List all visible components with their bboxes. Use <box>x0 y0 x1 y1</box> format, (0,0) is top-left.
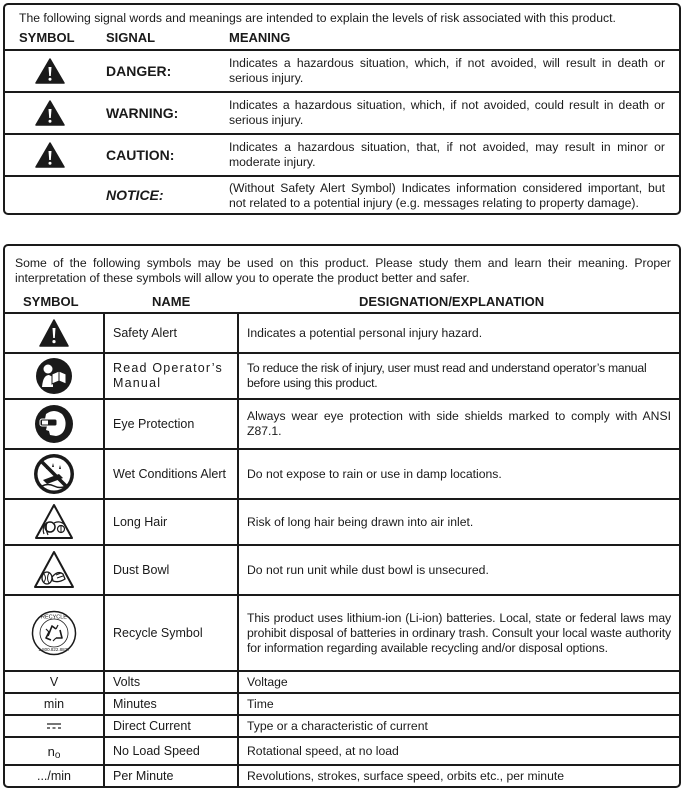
dust-bowl-icon <box>33 550 75 590</box>
symbol-row-direct-current <box>5 714 679 736</box>
symbol-row-dust-bowl <box>5 544 679 594</box>
signal-words-box <box>3 3 681 215</box>
signal-header-symbol: SYMBOL <box>19 30 75 45</box>
symbols-header-designation: DESIGNATION/EXPLANATION <box>359 294 545 309</box>
symbol-row-minutes <box>5 692 679 714</box>
signal-meaning-danger: Indicates a hazardous situation, which, if not avoided, will result in death or serious injury. <box>229 56 665 85</box>
recycle-seal-icon <box>31 610 77 656</box>
symbol-desc: To reduce the risk of injury, user must read and understand operator’s manual before using this product. <box>247 361 647 390</box>
signal-word-warning: WARNING: <box>106 105 179 121</box>
symbol-row-long-hair <box>5 498 679 544</box>
signal-word-notice: NOTICE: <box>106 187 164 203</box>
signal-meaning-notice: (Without Safety Alert Symbol) Indicates information considered important, but not related to a potential injury (e.g. messages relating to property damage). <box>229 181 665 210</box>
signal-meaning-caution: Indicates a hazardous situation, that, if not avoided, may result in minor or moderate injury. <box>229 140 665 169</box>
symbol-row-volts <box>5 670 679 692</box>
read-manual-icon <box>35 357 73 395</box>
symbol-name: Recycle Symbol <box>113 625 203 640</box>
symbol-desc: Rotational speed, at no load <box>247 743 399 758</box>
signal-meaning-warning: Indicates a hazardous situation, which, if not avoided, could result in death or serious injury. <box>229 98 665 127</box>
signal-word-danger: DANGER: <box>106 63 172 79</box>
long-hair-icon <box>34 503 74 541</box>
symbol-name: Per Minute <box>113 768 174 783</box>
symbol-desc: Do not expose to rain or use in damp locations. <box>247 466 502 481</box>
symbol-name: No Load Speed <box>113 743 200 758</box>
symbol-name: Eye Protection <box>113 416 195 431</box>
symbol-name: Direct Current <box>113 718 191 733</box>
signal-header-signal: SIGNAL <box>106 30 156 45</box>
symbol-desc: Risk of long hair being drawn into air inlet. <box>247 514 474 529</box>
symbol-text: V <box>49 675 59 689</box>
symbol-name: Wet Conditions Alert <box>113 466 227 481</box>
alert-triangle-icon <box>35 100 65 126</box>
signal-word-caution: CAUTION: <box>106 147 175 163</box>
symbol-row-per-minute <box>5 764 679 786</box>
alert-triangle-icon <box>35 58 65 84</box>
symbol-name: Dust Bowl <box>113 562 170 577</box>
symbol-row-wet-conditions <box>5 448 679 498</box>
symbol-desc: Type or a characteristic of current <box>247 718 428 733</box>
wet-conditions-icon <box>33 453 75 495</box>
signal-row-caution <box>5 133 679 175</box>
symbol-text: n <box>47 743 55 759</box>
signal-row-danger <box>5 49 679 91</box>
recycle-seal-top-text: RECYCLE <box>41 614 67 621</box>
symbol-row-no-load-speed <box>5 736 679 764</box>
symbol-row-recycle <box>5 594 679 670</box>
symbol-name: Minutes <box>113 696 157 711</box>
symbol-text: min <box>43 697 65 711</box>
safety-alert-icon <box>39 319 69 347</box>
symbol-desc: This product uses lithium-ion (Li-ion) batteries. Local, state or federal laws may prohibit disposal of batteries in ordinary trash. Consult your local waste authority for information regarding available recycling and/or disposal options. <box>247 610 671 655</box>
direct-current-icon <box>46 722 62 730</box>
symbol-desc: Indicates a potential personal injury hazard. <box>247 325 483 340</box>
signal-intro: The following signal words and meanings are intended to explain the levels of risk associated with this product. <box>19 11 616 25</box>
symbols-header-symbol: SYMBOL <box>23 294 79 309</box>
signal-header-meaning: MEANING <box>229 30 291 45</box>
signal-row-notice <box>5 175 679 213</box>
symbol-text: .../min <box>36 769 72 783</box>
symbols-intro: Some of the following symbols may be used on this product. Please study them and learn their meaning. Proper interpretation of these symbols will allow you to operate the product better and safer. <box>15 256 671 285</box>
symbols-header-name: NAME <box>152 294 191 309</box>
symbol-name: Long Hair <box>113 514 168 529</box>
symbol-desc: Revolutions, strokes, surface speed, orbits etc., per minute <box>247 768 565 783</box>
symbol-name: Volts <box>113 674 141 689</box>
eye-protection-icon <box>34 404 74 444</box>
recycle-seal-phone-text: 1.800.822.8837 <box>38 647 70 652</box>
symbol-desc: Time <box>247 696 274 711</box>
symbol-desc: Voltage <box>247 674 288 689</box>
symbol-desc: Always wear eye protection with side shields marked to comply with ANSI Z87.1. <box>247 409 671 438</box>
symbol-name: Safety Alert <box>113 325 177 340</box>
symbol-row-safety-alert <box>5 312 679 352</box>
symbol-row-eye-protection <box>5 398 679 448</box>
symbol-subscript: o <box>54 749 61 761</box>
symbol-name: Read Operator’s Manual <box>113 361 223 390</box>
symbol-desc: Do not run unit while dust bowl is unsecured. <box>247 562 489 577</box>
symbols-box <box>3 244 681 788</box>
alert-triangle-icon <box>35 142 65 168</box>
symbol-row-read-manual <box>5 352 679 398</box>
signal-row-warning <box>5 91 679 133</box>
